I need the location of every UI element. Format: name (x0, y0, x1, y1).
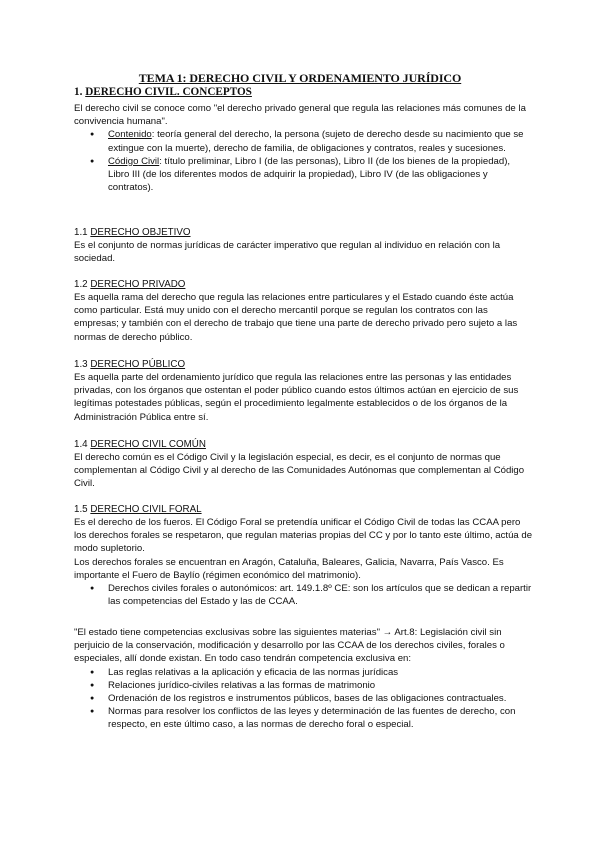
section-1-1-heading (74, 226, 534, 239)
section-1-1-title: DERECHO OBJETIVO (90, 227, 191, 238)
section-1-body (74, 102, 534, 194)
section-1-3 (74, 358, 534, 424)
bullet-contenido-text: : teoría general del derecho, la persona (sujeto de derecho desde su nacimiento que se extingue con la muerte), derecho de familia, de obligaciones y contratos, reales y sucesiones. (108, 129, 524, 154)
bullet-derechos-forales: ● Derechos civiles forales o autonómicos: art. 149.1.8º CE: son los artículos que se dedican a repartir las competencias del Estado y las de CCAA. (74, 582, 534, 608)
article-8-text: "El estado tiene competencias exclusivas sobre las siguientes materias" → Art.8: Legislación civil sin perjuicio de la conservación, modificación y desarrollo por las CCAA de los derechos civiles, forales o especiales, allí donde existan. En todo caso tendrán competencia exclusiva en: (74, 627, 505, 665)
section-1-4 (74, 438, 534, 491)
article-8-block (74, 626, 534, 732)
section-1-2-text: Es aquella rama del derecho que regula las relaciones entre particulares y el Estado cuando éste actúa como particular. Está muy unido con el derecho mercantil porque se regulan los contratos con las empresas; y también con el derecho de trabajo que tiene una parte de derecho privado pero sujeto a las normas de derecho público. (74, 292, 518, 343)
bullet-codigo-civil-text: : título preliminar, Libro I (de las personas), Libro II (de los bienes de la propiedad), Libro III (de los diferentes modos de adquirir la propiedad), Libro IV (de las obligaciones y contratos). (108, 155, 511, 194)
section-1-1-text: Es el conjunto de normas jurídicas de carácter imperativo que regulan al individuo en relación con la sociedad. (74, 240, 501, 265)
section-1-5-heading (74, 503, 534, 516)
section-1-3-text: Es aquella parte del ordenamiento jurídico que regula las relaciones entre las personas y las entidades privadas, con los órganos que ostentan el poder público cuando estos últimos actúan en ejercicio de sus legítimas potestades públicas, según el procedimiento legalmente establecidos o de los órganos de la Administración Pública entre sí. (74, 372, 519, 423)
section-1-3-heading (74, 358, 534, 371)
section-1-2-heading (74, 278, 534, 291)
section-1-5-bullets (74, 582, 534, 608)
section-1-4-heading (74, 438, 534, 451)
document-title: TEMA 1: DERECHO CIVIL Y ORDENAMIENTO JURÍDICO (138, 71, 462, 85)
article-8-bullets (74, 666, 534, 732)
section-1-heading (74, 86, 252, 99)
section-1-2-title: DERECHO PRIVADO (90, 279, 186, 290)
bullet-contenido-term: Contenido (108, 129, 152, 141)
bullet-contenido (74, 128, 534, 154)
section-1-bullets (74, 128, 534, 194)
article-8-item: ● Relaciones jurídico-civiles relativas a las formas de matrimonio (74, 679, 534, 692)
article-8-item: ● Normas para resolver los conflictos de las leyes y determinación de las fuentes de derecho, con respecto, en este último caso, a las normas de derecho foral o especial. (74, 705, 534, 731)
bullet-codigo-civil (74, 155, 534, 195)
article-8-item: ● Ordenación de los registros e instrumentos públicos, bases de las obligaciones contractuales. (74, 692, 534, 705)
section-1-number: 1. (74, 86, 83, 98)
section-1-1 (74, 226, 534, 265)
section-1-2-number: 1.2 (74, 279, 91, 290)
section-1-2 (74, 278, 534, 344)
section-1-5-text-2: Los derechos forales se encuentran en Aragón, Cataluña, Baleares, Galicia, Navarra, País Vasco. Es importante el Fuero de Baylío (régimen económico del matrimonio). (74, 556, 504, 581)
bullet-codigo-civil-term: Código Civil (108, 155, 160, 167)
section-1-4-text: El derecho común es el Código Civil y la legislación especial, es decir, es el conjunto de normas que complementan al Código Civil y al derecho de las Comunidades Autónomas que complementan al Código Civil. (74, 452, 525, 490)
section-1-intro: El derecho civil se conoce como "el derecho privado general que regula las relaciones más comunes de la convivencia humana". (74, 103, 526, 128)
section-1-3-number: 1.3 (74, 359, 91, 370)
article-8-item: ● Las reglas relativas a la aplicación y eficacia de las normas jurídicas (74, 666, 534, 679)
section-1-5-title: DERECHO CIVIL FORAL (90, 504, 202, 515)
section-1-5 (74, 503, 534, 608)
section-1-5-text-1: Es el derecho de los fueros. El Código Foral se pretendía unificar el Código Civil de todas las CCAA pero los derechos forales se respetaron, que regulan materias propias del CC y por lo tanto este último, actúa de modo supletorio. (74, 517, 533, 555)
section-1-5-number: 1.5 (74, 504, 91, 515)
section-1-title: DERECHO CIVIL. CONCEPTOS (85, 86, 252, 98)
section-1-1-number: 1.1 (74, 227, 91, 238)
section-1-4-number: 1.4 (74, 439, 91, 450)
section-1-3-title: DERECHO PÚBLICO (90, 359, 186, 370)
section-1-4-title: DERECHO CIVIL COMÚN (90, 439, 206, 450)
